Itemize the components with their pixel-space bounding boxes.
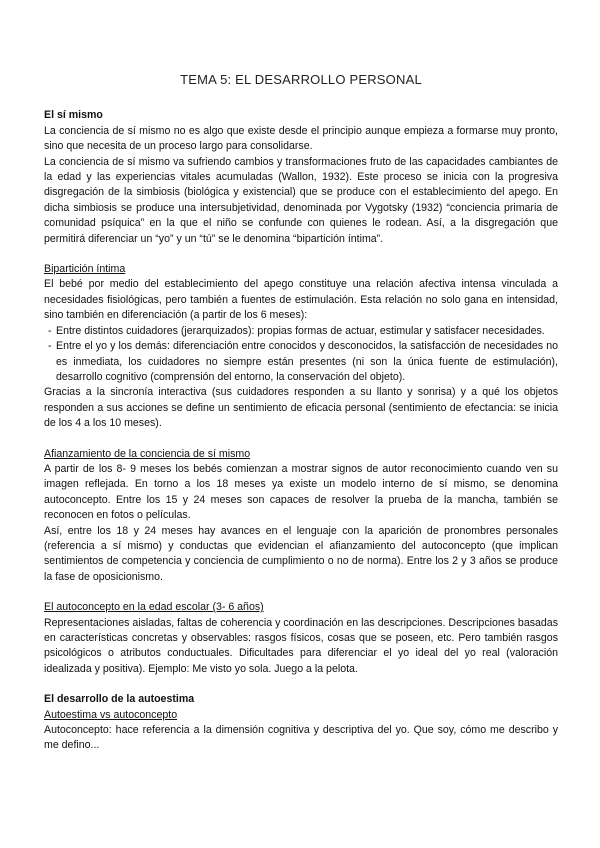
paragraph: La conciencia de sí mismo no es algo que existe desde el principio aunque empieza a formarse muy pronto, sino que necesita de un proceso largo para consolidarse. xyxy=(44,124,558,153)
subheading-autoestima-vs-autoconcepto: Autoestima vs autoconcepto xyxy=(44,708,178,721)
paragraph: El bebé por medio del establecimiento del apego constituye una relación afectiva intensa vinculada a necesidades fisiológicas, pero también a fuentes de estimulación. Esta relación no solo gana en intensidad, sino también en diferenciación (a partir de los 6 meses): xyxy=(44,278,558,322)
paragraph: Gracias a la sincronía interactiva (sus cuidadores responden a su llanto y sonrisa) y a qué los objetos responden a sus acciones se define un sentimiento de eficacia personal (sentimiento de efectancia: se inicia de los 4 a los 10 meses). xyxy=(44,386,558,430)
section-heading-si-mismo: El sí mismo xyxy=(44,109,103,122)
page-title: TEMA 5: EL DESARROLLO PERSONAL xyxy=(180,72,422,87)
paragraph: A partir de los 8- 9 meses los bebés comienzan a mostrar signos de autor reconocimiento cuando ven su imagen reflejada. En torno a los 18 meses ya existe un modelo interno de sí mismo, se denomina autoconcepto. Entre los 15 y 24 meses son capaces de resolver la prueba de la mancha, también se reconocen en fotos o películas. xyxy=(44,462,558,522)
section-heading-autoestima: El desarrollo de la autoestima xyxy=(44,693,195,706)
section-heading-biparticion: Bipartición íntima xyxy=(44,263,126,276)
list-item: - Entre el yo y los demás: diferenciación entre conocidos y desconocidos, la satisfacción de necesidades no es inmediata, los cuidadores no siempre están presentes (ni son la única fuente de estimulación), desarrollo cognitivo (comprensión del entorno, la conservación del objeto). xyxy=(48,339,558,385)
section-heading-afianzamiento: Afianzamiento de la conciencia de sí mismo xyxy=(44,447,251,460)
paragraph: La conciencia de sí mismo va sufriendo cambios y transformaciones fruto de las capacidades cambiantes de la edad y las experiencias vitales acumuladas (Wallon, 1932). Este proceso se inicia con la progresiva disgregación de la simbiosis (biológica y existencial) que se produce con el establecimiento del apego. En dicha simbiosis se produce una intersubjetividad, denominada por Vygotsky (1932) “conciencia primaria de comunidad psíquica” en la que el niño se confunde con quienes le rodean. Así, a la disgregación que permitirá diferenciar un “yo” y un “tú” se le denomina “bipartición íntima”. xyxy=(44,155,558,245)
paragraph: Representaciones aisladas, faltas de coherencia y coordinación en las descripciones. Descripciones basadas en características concretas y observables: rasgos físicos, cosas que se poseen, etc. Pero también rasgos psicológicos o atributos conductuales. Dificultades para diferenciar el yo ideal del yo real (valoración idealizada y positiva). Ejemplo: Me visto yo sola. Juego a la pelota. xyxy=(44,616,558,675)
paragraph: Así, entre los 18 y 24 meses hay avances en el lenguaje con la aparición de pronombres personales (referencia a sí mismo) y conductas que evidencian el afianzamiento del autoconcepto (que implican sentimientos de competencia y conciencia de cumplimiento o no de norma). Entre los 2 y 3 años se produce la fase de oposicionismo. xyxy=(44,524,558,583)
paragraph: Autoconcepto: hace referencia a la dimensión cognitiva y descriptiva del yo. Que soy, cómo me describo y me defino... xyxy=(44,724,558,752)
list-item: - Entre distintos cuidadores (jerarquizados): propias formas de actuar, estimular y satisfacer necesidades. xyxy=(48,324,558,339)
section-heading-autoconcepto-escolar: El autoconcepto en la edad escolar (3- 6 años) xyxy=(44,601,264,614)
dash-list xyxy=(44,324,558,386)
